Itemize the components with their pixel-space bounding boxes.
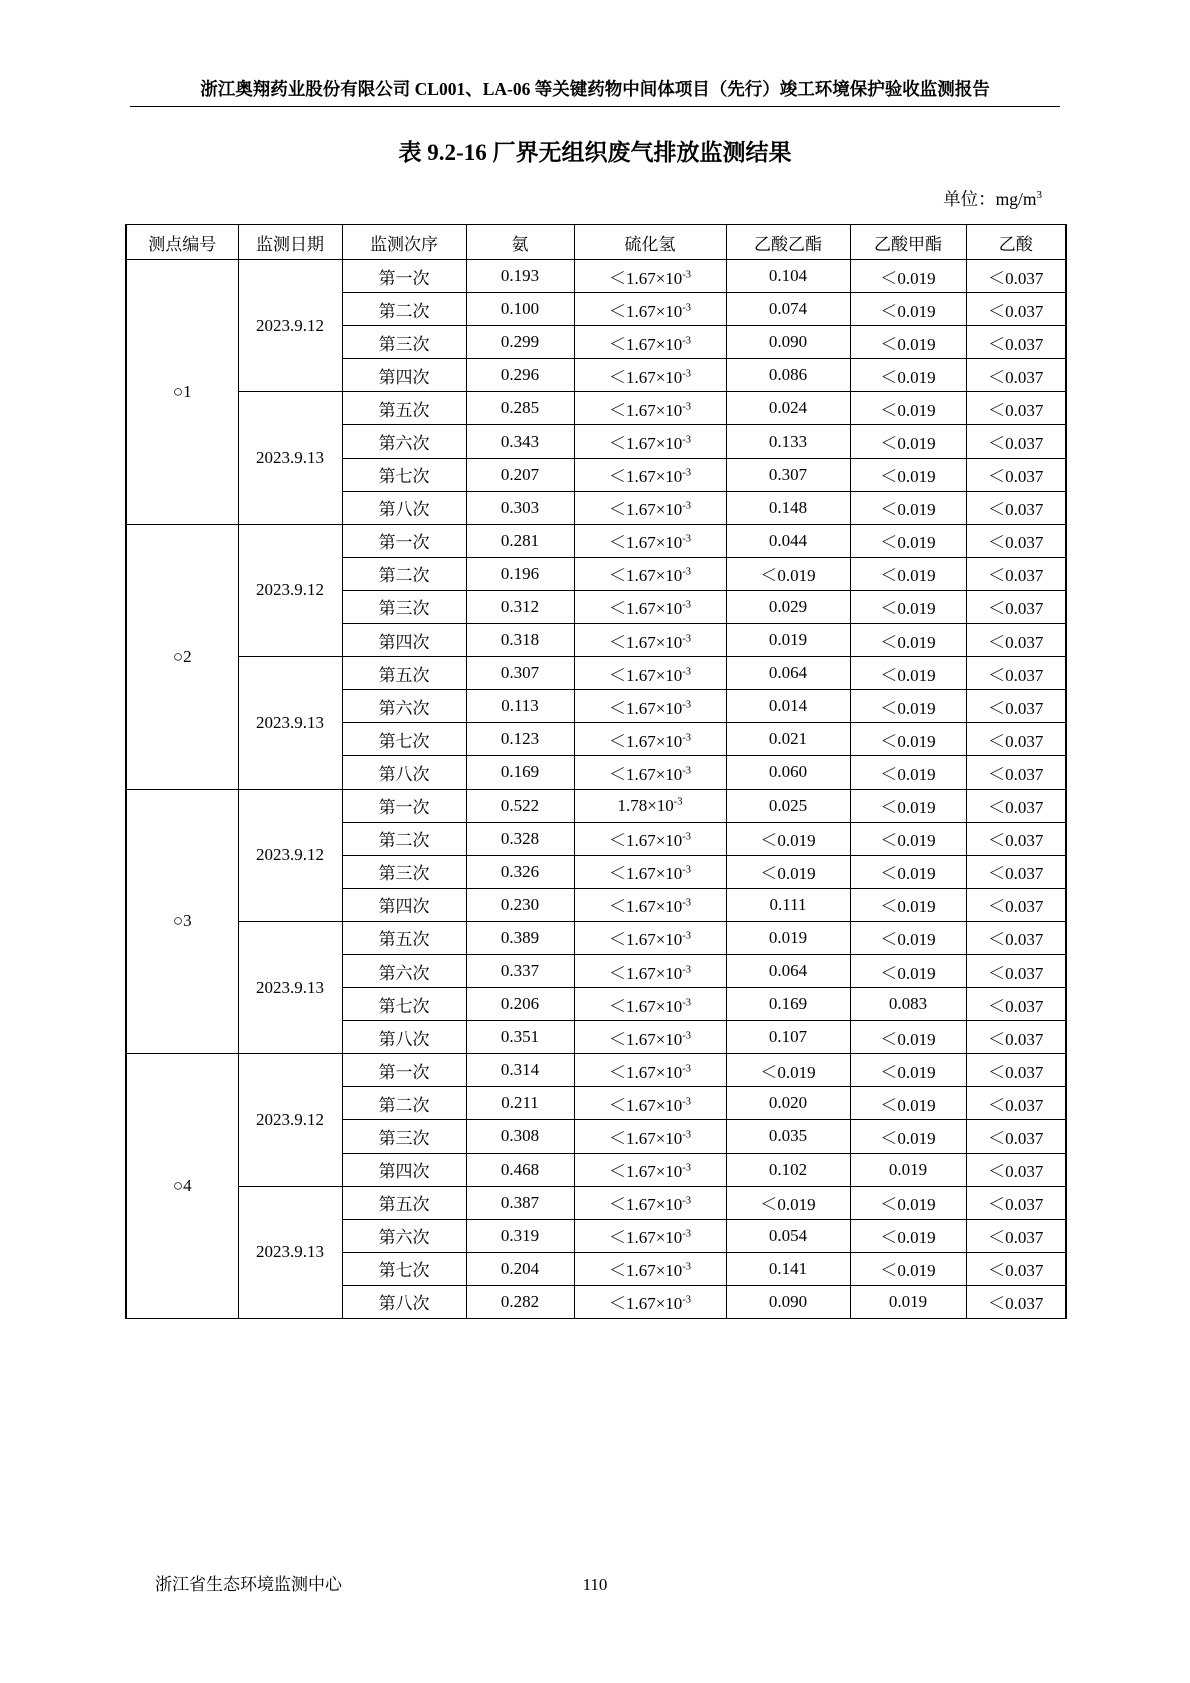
cell-methyl-acetate: ＜0.019 [850,260,966,293]
cell-ammonia: 0.204 [466,1252,574,1285]
table-header-row [126,225,1066,260]
h2s-exponent: -3 [682,732,692,744]
cell-hydrogen-sulfide [574,392,726,425]
cell-acetic-acid: ＜0.037 [966,756,1066,789]
cell-hydrogen-sulfide [574,1054,726,1087]
cell-hydrogen-sulfide [574,690,726,723]
cell-hydrogen-sulfide [574,1219,726,1252]
h2s-exponent: -3 [682,268,692,280]
h2s-exponent: -3 [682,335,692,347]
cell-methyl-acetate: ＜0.019 [850,557,966,590]
cell-sequence: 第七次 [342,1252,466,1285]
cell-acetic-acid: ＜0.037 [966,326,1066,359]
cell-date: 2023.9.12 [238,260,342,392]
col-header-ammonia: 氨 [466,225,574,260]
cell-ethyl-acetate: 0.104 [726,260,850,293]
col-header-date: 监测日期 [238,225,342,260]
cell-sequence: 第一次 [342,1054,466,1087]
h2s-value: ＜1.67×10 [608,533,683,553]
cell-ethyl-acetate: 0.044 [726,524,850,557]
cell-ammonia: 0.318 [466,624,574,657]
h2s-value: ＜1.67×10 [608,996,683,1016]
h2s-exponent: -3 [682,930,692,942]
cell-sequence: 第四次 [342,888,466,921]
cell-sequence: 第二次 [342,822,466,855]
cell-sequence: 第三次 [342,855,466,888]
cell-sequence: 第六次 [342,425,466,458]
col-header-sequence: 监测次序 [342,225,466,260]
h2s-exponent: -3 [682,1096,692,1108]
cell-acetic-acid: ＜0.037 [966,954,1066,987]
cell-methyl-acetate: ＜0.019 [850,921,966,954]
cell-hydrogen-sulfide [574,458,726,491]
h2s-exponent: -3 [682,897,692,909]
cell-sequence: 第一次 [342,260,466,293]
cell-sequence: 第一次 [342,524,466,557]
cell-sequence: 第四次 [342,1153,466,1186]
cell-ammonia: 0.169 [466,756,574,789]
cell-acetic-acid: ＜0.037 [966,1087,1066,1120]
cell-methyl-acetate: ＜0.019 [850,1021,966,1054]
cell-sequence: 第五次 [342,1186,466,1219]
cell-ethyl-acetate: 0.074 [726,293,850,326]
h2s-value: ＜1.67×10 [608,1228,683,1248]
cell-date: 2023.9.12 [238,789,342,921]
cell-point-id: ○3 [126,789,238,1054]
h2s-exponent: -3 [682,765,692,777]
cell-ethyl-acetate: 0.025 [726,789,850,822]
cell-ethyl-acetate: ＜0.019 [726,557,850,590]
cell-hydrogen-sulfide [574,756,726,789]
cell-acetic-acid: ＜0.037 [966,359,1066,392]
h2s-exponent: -3 [682,699,692,711]
cell-sequence: 第三次 [342,326,466,359]
h2s-exponent: -3 [682,434,692,446]
cell-ammonia: 0.113 [466,690,574,723]
cell-ethyl-acetate: ＜0.019 [726,855,850,888]
cell-methyl-acetate: ＜0.019 [850,690,966,723]
h2s-value: ＜1.67×10 [608,367,683,387]
h2s-value: ＜1.67×10 [608,698,683,718]
cell-acetic-acid: ＜0.037 [966,425,1066,458]
h2s-exponent: -3 [682,401,692,413]
cell-hydrogen-sulfide [574,855,726,888]
cell-acetic-acid: ＜0.037 [966,1054,1066,1087]
cell-ethyl-acetate: 0.148 [726,491,850,524]
cell-point-id: ○1 [126,260,238,525]
cell-methyl-acetate: ＜0.019 [850,1120,966,1153]
cell-ammonia: 0.123 [466,723,574,756]
h2s-value: ＜1.67×10 [608,1062,683,1082]
h2s-exponent: -3 [682,632,692,644]
table-row [126,260,1066,293]
cell-methyl-acetate: ＜0.019 [850,1087,966,1120]
h2s-value: ＜1.67×10 [608,500,683,520]
col-header-ethyl-acetate: 乙酸乙酯 [726,225,850,260]
cell-methyl-acetate: ＜0.019 [850,723,966,756]
col-header-acetic-acid: 乙酸 [966,225,1066,260]
cell-acetic-acid: ＜0.037 [966,921,1066,954]
cell-ammonia: 0.351 [466,1021,574,1054]
cell-ethyl-acetate: 0.021 [726,723,850,756]
cell-ethyl-acetate: 0.060 [726,756,850,789]
cell-methyl-acetate: ＜0.019 [850,624,966,657]
h2s-value: ＜1.67×10 [608,268,683,288]
cell-hydrogen-sulfide [574,1186,726,1219]
cell-hydrogen-sulfide [574,359,726,392]
cell-acetic-acid: ＜0.037 [966,524,1066,557]
h2s-value: ＜1.67×10 [608,400,683,420]
cell-ethyl-acetate: 0.090 [726,326,850,359]
footer-page-number: 110 [582,1575,608,1594]
h2s-exponent: -3 [682,864,692,876]
cell-hydrogen-sulfide [574,1285,726,1318]
h2s-value: ＜1.67×10 [608,566,683,586]
cell-ammonia: 0.389 [466,921,574,954]
cell-ammonia: 0.387 [466,1186,574,1219]
cell-ethyl-acetate: 0.020 [726,1087,850,1120]
cell-methyl-acetate: 0.019 [850,1285,966,1318]
cell-sequence: 第四次 [342,624,466,657]
h2s-exponent: -3 [682,500,692,512]
cell-ammonia: 0.285 [466,392,574,425]
cell-ethyl-acetate: 0.111 [726,888,850,921]
footer-organization: 浙江省生态环境监测中心 [155,1575,342,1594]
cell-hydrogen-sulfide [574,557,726,590]
cell-sequence: 第八次 [342,491,466,524]
cell-sequence: 第五次 [342,657,466,690]
cell-sequence: 第八次 [342,1021,466,1054]
cell-sequence: 第八次 [342,1285,466,1318]
cell-methyl-acetate: ＜0.019 [850,458,966,491]
h2s-value: ＜1.67×10 [608,1261,683,1281]
table-body [126,260,1066,1319]
cell-methyl-acetate: ＜0.019 [850,789,966,822]
cell-ethyl-acetate: 0.029 [726,590,850,623]
h2s-value: ＜1.67×10 [608,963,683,983]
h2s-value: ＜1.67×10 [608,301,683,321]
h2s-exponent: -3 [682,368,692,380]
cell-ammonia: 0.326 [466,855,574,888]
cell-date: 2023.9.13 [238,392,342,524]
cell-hydrogen-sulfide [574,260,726,293]
h2s-value: ＜1.67×10 [608,831,683,851]
cell-hydrogen-sulfide [574,1153,726,1186]
cell-hydrogen-sulfide [574,293,726,326]
cell-ammonia: 0.206 [466,988,574,1021]
h2s-exponent: -3 [682,599,692,611]
col-header-h2s: 硫化氢 [574,225,726,260]
cell-acetic-acid: ＜0.037 [966,1219,1066,1252]
cell-methyl-acetate: ＜0.019 [850,524,966,557]
cell-methyl-acetate: ＜0.019 [850,293,966,326]
cell-acetic-acid: ＜0.037 [966,491,1066,524]
h2s-value: ＜1.67×10 [608,1162,683,1182]
cell-methyl-acetate: ＜0.019 [850,1054,966,1087]
cell-methyl-acetate: 0.019 [850,1153,966,1186]
cell-acetic-acid: ＜0.037 [966,888,1066,921]
cell-ethyl-acetate: ＜0.019 [726,1054,850,1087]
cell-sequence: 第三次 [342,590,466,623]
cell-sequence: 第七次 [342,458,466,491]
h2s-exponent: -3 [673,795,683,807]
cell-methyl-acetate: ＜0.019 [850,359,966,392]
cell-ethyl-acetate: 0.064 [726,657,850,690]
cell-hydrogen-sulfide [574,425,726,458]
cell-acetic-acid: ＜0.037 [966,1285,1066,1318]
cell-point-id: ○4 [126,1054,238,1319]
cell-sequence: 第五次 [342,921,466,954]
cell-methyl-acetate: ＜0.019 [850,822,966,855]
cell-ethyl-acetate: 0.090 [726,1285,850,1318]
cell-sequence: 第二次 [342,557,466,590]
h2s-exponent: -3 [682,301,692,313]
cell-sequence: 第二次 [342,293,466,326]
cell-ammonia: 0.319 [466,1219,574,1252]
cell-sequence: 第六次 [342,954,466,987]
h2s-exponent: -3 [682,963,692,975]
table-row [126,392,1066,425]
cell-acetic-acid: ＜0.037 [966,690,1066,723]
h2s-value: ＜1.67×10 [608,864,683,884]
header-divider [130,106,1060,107]
cell-sequence: 第七次 [342,988,466,1021]
cell-ammonia: 0.468 [466,1153,574,1186]
cell-hydrogen-sulfide [574,1252,726,1285]
h2s-value: ＜1.67×10 [608,599,683,619]
cell-hydrogen-sulfide [574,657,726,690]
cell-hydrogen-sulfide [574,888,726,921]
h2s-exponent: -3 [682,566,692,578]
cell-date: 2023.9.13 [238,657,342,789]
cell-hydrogen-sulfide [574,326,726,359]
cell-sequence: 第三次 [342,1120,466,1153]
cell-ethyl-acetate: 0.107 [726,1021,850,1054]
cell-acetic-acid: ＜0.037 [966,624,1066,657]
cell-ethyl-acetate: 0.054 [726,1219,850,1252]
h2s-exponent: -3 [682,1261,692,1273]
cell-ammonia: 0.100 [466,293,574,326]
h2s-value: ＜1.67×10 [608,1029,683,1049]
table-row [126,789,1066,822]
h2s-value: ＜1.67×10 [608,632,683,652]
cell-methyl-acetate: ＜0.019 [850,888,966,921]
cell-methyl-acetate: ＜0.019 [850,756,966,789]
h2s-value: ＜1.67×10 [608,665,683,685]
cell-acetic-acid: ＜0.037 [966,260,1066,293]
emission-results-table [125,224,1067,1319]
cell-acetic-acid: ＜0.037 [966,458,1066,491]
cell-ethyl-acetate: 0.019 [726,921,850,954]
h2s-value: ＜1.67×10 [608,897,683,917]
cell-ammonia: 0.211 [466,1087,574,1120]
h2s-exponent: -3 [682,1294,692,1306]
cell-date: 2023.9.13 [238,1186,342,1318]
cell-ethyl-acetate: 0.169 [726,988,850,1021]
table-row [126,524,1066,557]
cell-methyl-acetate: ＜0.019 [850,1186,966,1219]
cell-methyl-acetate: ＜0.019 [850,491,966,524]
h2s-value: ＜1.67×10 [608,334,683,354]
h2s-value: ＜1.67×10 [608,930,683,950]
cell-ethyl-acetate: 0.141 [726,1252,850,1285]
running-header: 浙江奥翔药业股份有限公司 CL001、LA-06 等关键药物中间体项目（先行）竣工环境保护验收监测报告 [200,79,990,99]
cell-ammonia: 0.193 [466,260,574,293]
cell-ethyl-acetate: 0.102 [726,1153,850,1186]
cell-methyl-acetate: ＜0.019 [850,1252,966,1285]
cell-ethyl-acetate: 0.014 [726,690,850,723]
cell-acetic-acid: ＜0.037 [966,822,1066,855]
cell-ammonia: 0.312 [466,590,574,623]
cell-sequence: 第六次 [342,690,466,723]
cell-ammonia: 0.328 [466,822,574,855]
cell-acetic-acid: ＜0.037 [966,988,1066,1021]
cell-date: 2023.9.13 [238,921,342,1053]
cell-ethyl-acetate: ＜0.019 [726,1186,850,1219]
cell-hydrogen-sulfide [574,789,726,822]
cell-acetic-acid: ＜0.037 [966,855,1066,888]
cell-ammonia: 0.303 [466,491,574,524]
cell-acetic-acid: ＜0.037 [966,1252,1066,1285]
h2s-value: ＜1.67×10 [608,764,683,784]
cell-sequence: 第四次 [342,359,466,392]
cell-ethyl-acetate: ＜0.019 [726,822,850,855]
h2s-exponent: -3 [682,1063,692,1075]
table-row [126,1186,1066,1219]
h2s-value: 1.78×10 [617,795,674,815]
cell-methyl-acetate: ＜0.019 [850,425,966,458]
cell-methyl-acetate: ＜0.019 [850,590,966,623]
cell-point-id: ○2 [126,524,238,789]
cell-ammonia: 0.281 [466,524,574,557]
cell-ethyl-acetate: 0.064 [726,954,850,987]
cell-ethyl-acetate: 0.307 [726,458,850,491]
cell-methyl-acetate: ＜0.019 [850,392,966,425]
cell-ammonia: 0.282 [466,1285,574,1318]
table-row [126,1054,1066,1087]
cell-hydrogen-sulfide [574,988,726,1021]
cell-hydrogen-sulfide [574,524,726,557]
h2s-value: ＜1.67×10 [608,434,683,454]
cell-ammonia: 0.296 [466,359,574,392]
cell-sequence: 第一次 [342,789,466,822]
h2s-value: ＜1.67×10 [608,1095,683,1115]
table-row [126,921,1066,954]
cell-methyl-acetate: ＜0.019 [850,1219,966,1252]
cell-acetic-acid: ＜0.037 [966,590,1066,623]
cell-ammonia: 0.307 [466,657,574,690]
cell-ammonia: 0.522 [466,789,574,822]
cell-hydrogen-sulfide [574,624,726,657]
cell-ethyl-acetate: 0.086 [726,359,850,392]
h2s-value: ＜1.67×10 [608,1128,683,1148]
cell-hydrogen-sulfide [574,1021,726,1054]
cell-acetic-acid: ＜0.037 [966,557,1066,590]
unit-label [943,186,1042,211]
cell-acetic-acid: ＜0.037 [966,657,1066,690]
cell-acetic-acid: ＜0.037 [966,789,1066,822]
cell-hydrogen-sulfide [574,954,726,987]
table-header [126,225,1066,260]
cell-acetic-acid: ＜0.037 [966,293,1066,326]
unit-text: 单位：mg/m [943,189,1037,209]
table-row [126,657,1066,690]
cell-ammonia: 0.314 [466,1054,574,1087]
h2s-exponent: -3 [682,666,692,678]
h2s-exponent: -3 [682,1129,692,1141]
cell-acetic-acid: ＜0.037 [966,1120,1066,1153]
cell-acetic-acid: ＜0.037 [966,1153,1066,1186]
cell-sequence: 第二次 [342,1087,466,1120]
cell-ammonia: 0.299 [466,326,574,359]
cell-sequence: 第五次 [342,392,466,425]
cell-ethyl-acetate: 0.133 [726,425,850,458]
cell-ammonia: 0.337 [466,954,574,987]
h2s-value: ＜1.67×10 [608,1294,683,1314]
cell-ammonia: 0.207 [466,458,574,491]
cell-ammonia: 0.308 [466,1120,574,1153]
cell-sequence: 第八次 [342,756,466,789]
h2s-exponent: -3 [682,1030,692,1042]
h2s-exponent: -3 [682,996,692,1008]
col-header-point: 测点编号 [126,225,238,260]
cell-ethyl-acetate: 0.024 [726,392,850,425]
unit-exponent: 3 [1036,189,1042,202]
cell-ammonia: 0.343 [466,425,574,458]
cell-hydrogen-sulfide [574,822,726,855]
cell-methyl-acetate: ＜0.019 [850,855,966,888]
h2s-exponent: -3 [682,467,692,479]
h2s-exponent: -3 [682,831,692,843]
cell-acetic-acid: ＜0.037 [966,392,1066,425]
h2s-value: ＜1.67×10 [608,1195,683,1215]
cell-hydrogen-sulfide [574,921,726,954]
cell-sequence: 第六次 [342,1219,466,1252]
h2s-value: ＜1.67×10 [608,731,683,751]
cell-hydrogen-sulfide [574,1087,726,1120]
cell-methyl-acetate: ＜0.019 [850,326,966,359]
cell-hydrogen-sulfide [574,723,726,756]
cell-ethyl-acetate: 0.035 [726,1120,850,1153]
cell-date: 2023.9.12 [238,1054,342,1186]
cell-sequence: 第七次 [342,723,466,756]
cell-date: 2023.9.12 [238,524,342,656]
cell-acetic-acid: ＜0.037 [966,1186,1066,1219]
cell-methyl-acetate: 0.083 [850,988,966,1021]
cell-acetic-acid: ＜0.037 [966,723,1066,756]
cell-acetic-acid: ＜0.037 [966,1021,1066,1054]
cell-ammonia: 0.196 [466,557,574,590]
h2s-exponent: -3 [682,1195,692,1207]
cell-ammonia: 0.230 [466,888,574,921]
col-header-methyl-acetate: 乙酸甲酯 [850,225,966,260]
cell-hydrogen-sulfide [574,1120,726,1153]
table-title: 表 9.2-16 厂界无组织废气排放监测结果 [398,140,792,165]
cell-ethyl-acetate: 0.019 [726,624,850,657]
h2s-exponent: -3 [682,1162,692,1174]
cell-methyl-acetate: ＜0.019 [850,657,966,690]
cell-hydrogen-sulfide [574,590,726,623]
cell-methyl-acetate: ＜0.019 [850,954,966,987]
h2s-value: ＜1.67×10 [608,467,683,487]
h2s-exponent: -3 [682,1228,692,1240]
cell-hydrogen-sulfide [574,491,726,524]
h2s-exponent: -3 [682,533,692,545]
